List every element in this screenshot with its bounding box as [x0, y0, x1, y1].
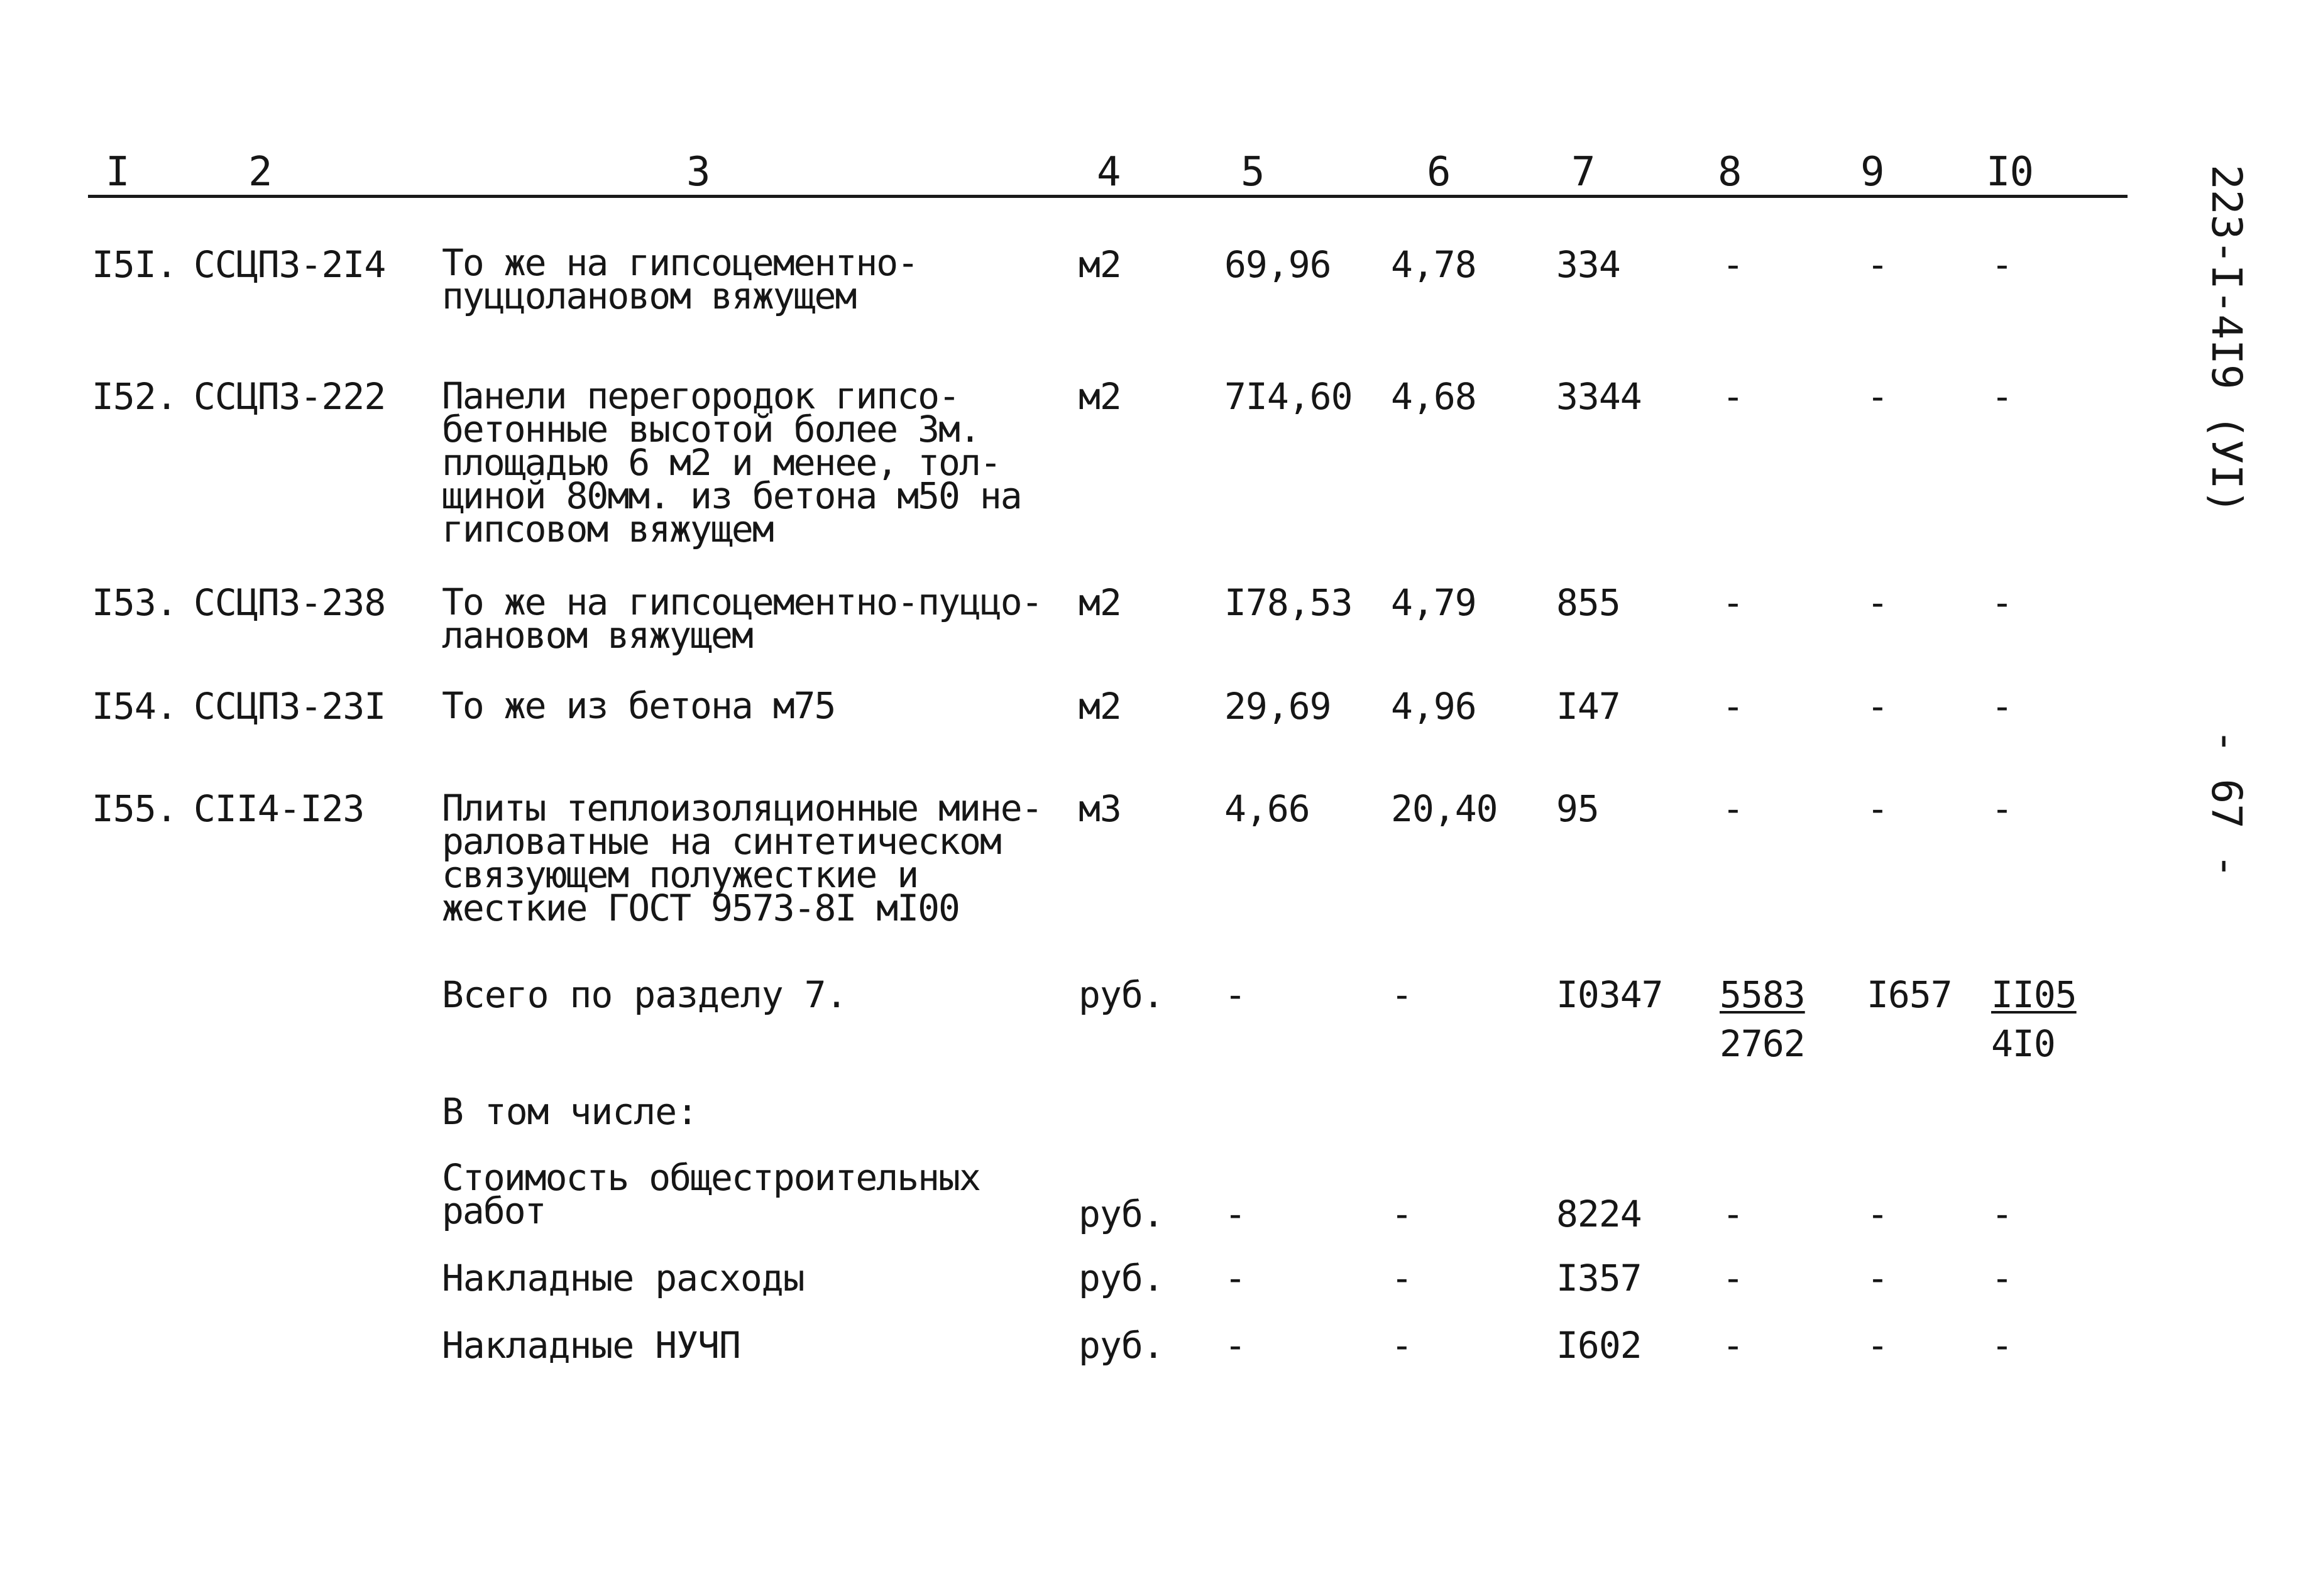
row-number: I55. [92, 787, 177, 830]
column-header-5: 5 [1241, 149, 1265, 195]
row-col6: 20,40 [1391, 787, 1498, 830]
breakdown-col8: - [1722, 1257, 1744, 1299]
total-unit: руб. [1079, 973, 1164, 1016]
row-col7: 855 [1556, 581, 1620, 624]
page-number-margin: - 67 - [2202, 729, 2251, 879]
row-col7: I47 [1556, 685, 1620, 728]
row-col6: 4,68 [1391, 375, 1476, 418]
breakdown-unit: руб. [1079, 1257, 1164, 1299]
row-description: Панели перегородок гипсо- бетонные высотой более 3м. площадью 6 м2 и менее, тол- щиной 80мм. из бетона м50 на гипсовом вяжущем [442, 374, 1021, 550]
row-code: СII4-I23 [194, 787, 365, 830]
row-unit: м2 [1079, 375, 1121, 418]
column-header-8: 8 [1718, 149, 1742, 195]
breakdown-col10: - [1991, 1324, 2013, 1367]
column-header-9: 9 [1860, 149, 1884, 195]
row-unit: м2 [1079, 581, 1121, 624]
column-header-3: 3 [686, 149, 710, 195]
total-label: Всего по разделу 7. [442, 973, 847, 1016]
row-code: ССЦПЗ-2I4 [194, 243, 386, 286]
row-description: То же из бетона м75 [442, 684, 835, 727]
breakdown-col5: - [1224, 1257, 1246, 1299]
column-header-10: I0 [1986, 149, 2034, 195]
header-rule [88, 195, 2128, 198]
row-col5: 7I4,60 [1224, 375, 1353, 418]
row-col9: - [1867, 581, 1888, 624]
row-col6: 4,78 [1391, 243, 1476, 286]
row-col5: 69,96 [1224, 243, 1331, 286]
breakdown-col8: - [1722, 1193, 1744, 1235]
row-unit: м2 [1079, 243, 1121, 286]
row-col9: - [1867, 787, 1888, 830]
breakdown-col6: - [1391, 1324, 1412, 1367]
column-header-4: 4 [1097, 149, 1121, 195]
breakdown-col10: - [1991, 1193, 2013, 1235]
row-code: ССЦПЗ-23I [194, 685, 386, 728]
row-unit: м2 [1079, 685, 1121, 728]
row-col7: 95 [1556, 787, 1599, 830]
row-description: То же на гипсоцементно- пуццолановом вяжущем [442, 241, 918, 317]
total-col6: - [1391, 973, 1412, 1016]
row-col7: 3344 [1556, 375, 1642, 418]
total-col8-top: 5583 [1720, 973, 1805, 1016]
row-col8: - [1722, 243, 1744, 286]
row-col10: - [1991, 375, 2013, 418]
total-col10-top: II05 [1991, 973, 2077, 1016]
breakdown-label: Накладные НУЧП [442, 1324, 740, 1367]
total-col8-bottom: 2762 [1720, 1022, 1805, 1065]
row-description: Плиты теплоизоляционные мине- раловатные на синтетическом связующем полужесткие и жесткие ГОСТ 9573-8I мI00 [442, 787, 1042, 929]
breakdown-col10: - [1991, 1257, 2013, 1299]
row-col8: - [1722, 787, 1744, 830]
row-number: I5I. [92, 243, 177, 286]
row-col8: - [1722, 375, 1744, 418]
breakdown-label: Стоимость общестроительных работ [442, 1156, 980, 1232]
including-label: В том числе: [442, 1090, 698, 1133]
column-header-6: 6 [1427, 149, 1451, 195]
breakdown-col6: - [1391, 1257, 1412, 1299]
column-header-2: 2 [248, 149, 272, 195]
row-number: I52. [92, 375, 177, 418]
row-col5: 4,66 [1224, 787, 1310, 830]
total-col7: I0347 [1556, 973, 1663, 1016]
row-col5: I78,53 [1224, 581, 1353, 624]
row-number: I54. [92, 685, 177, 728]
row-col10: - [1991, 685, 2013, 728]
breakdown-col5: - [1224, 1193, 1246, 1235]
breakdown-col7: 8224 [1556, 1193, 1642, 1235]
total-col5: - [1224, 973, 1246, 1016]
row-unit: м3 [1079, 787, 1121, 830]
column-header-1: I [106, 149, 129, 195]
breakdown-col9: - [1867, 1257, 1888, 1299]
row-col10: - [1991, 243, 2013, 286]
row-description: То же на гипсоцементно-пуццо- лановом вяжущем [442, 581, 1042, 657]
row-col6: 4,96 [1391, 685, 1476, 728]
row-col5: 29,69 [1224, 685, 1331, 728]
breakdown-unit: руб. [1079, 1193, 1164, 1235]
breakdown-col9: - [1867, 1193, 1888, 1235]
row-col8: - [1722, 581, 1744, 624]
total-col9: I657 [1867, 973, 1952, 1016]
row-col6: 4,79 [1391, 581, 1476, 624]
breakdown-col5: - [1224, 1324, 1246, 1367]
breakdown-label: Накладные расходы [442, 1257, 805, 1299]
total-col10-bottom: 4I0 [1991, 1022, 2055, 1065]
row-col10: - [1991, 581, 2013, 624]
row-col9: - [1867, 685, 1888, 728]
breakdown-col9: - [1867, 1324, 1888, 1367]
breakdown-col6: - [1391, 1193, 1412, 1235]
row-number: I53. [92, 581, 177, 624]
breakdown-col8: - [1722, 1324, 1744, 1367]
row-col9: - [1867, 375, 1888, 418]
breakdown-unit: руб. [1079, 1324, 1164, 1367]
row-col8: - [1722, 685, 1744, 728]
column-header-7: 7 [1571, 149, 1595, 195]
document-code-margin: 223-I-4I9 (УI) [2202, 165, 2251, 515]
breakdown-col7: I602 [1556, 1324, 1642, 1367]
row-col10: - [1991, 787, 2013, 830]
row-code: ССЦПЗ-238 [194, 581, 386, 624]
row-col7: 334 [1556, 243, 1620, 286]
row-col9: - [1867, 243, 1888, 286]
breakdown-col7: I357 [1556, 1257, 1642, 1299]
row-code: ССЦПЗ-222 [194, 375, 386, 418]
